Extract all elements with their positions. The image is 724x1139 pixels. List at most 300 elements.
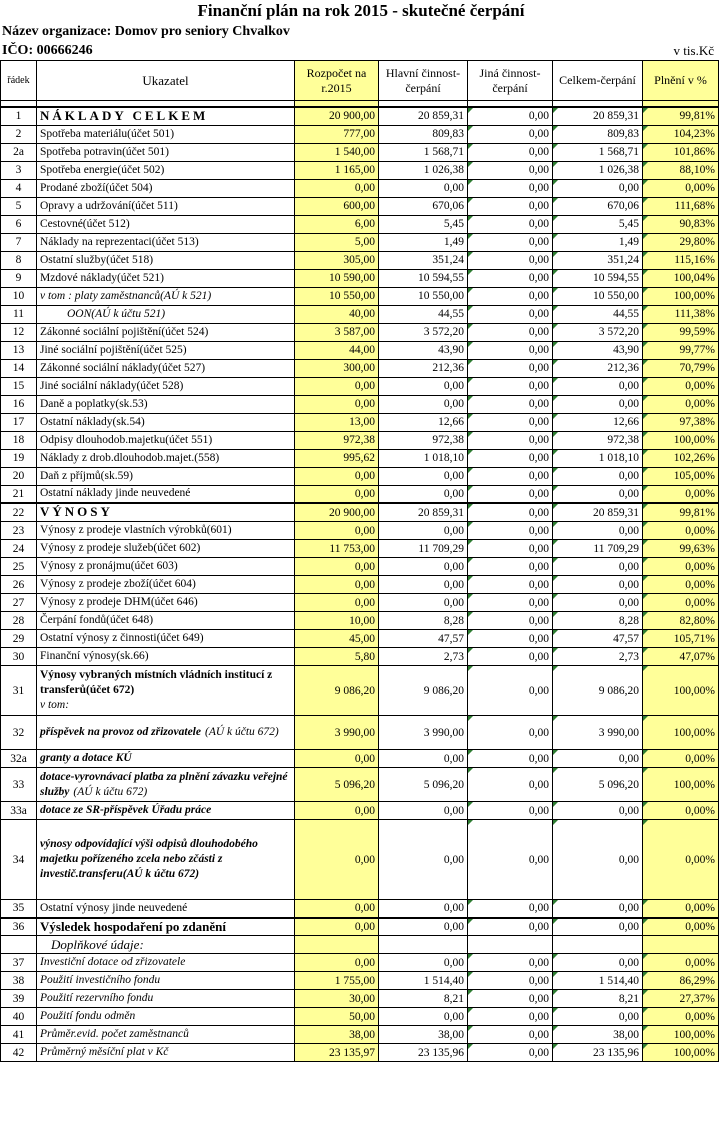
cell-jina: 0,00	[468, 251, 553, 269]
row-number: 35	[1, 900, 37, 918]
row-label	[37, 413, 295, 431]
cell-celkem: 0,00	[553, 485, 643, 503]
row-label	[37, 630, 295, 648]
row-label-text: Odpisy dlouhodob.majetku(účet 551)	[40, 433, 213, 446]
cell-plneni: 111,68%	[643, 197, 719, 215]
cell-plneni: 0,00%	[643, 918, 719, 936]
row-number: 34	[1, 820, 37, 900]
table-row	[1, 522, 719, 540]
row-label-text: Jiné sociální náklady(účet 528)	[40, 379, 184, 392]
row-label-text: Zákonné sociální pojištění(účet 524)	[40, 325, 209, 338]
table-row	[1, 179, 719, 197]
cell-plneni: 100,00%	[643, 431, 719, 449]
row-label-text: Výnosy z prodeje zboží(účet 604)	[40, 578, 196, 590]
cell-hlavni: 0,00	[379, 179, 468, 197]
cell-plneni: 100,00%	[643, 666, 719, 716]
cell-jina: 0,00	[468, 215, 553, 233]
cell-jina: 0,00	[468, 716, 553, 750]
row-number: 6	[1, 215, 37, 233]
table-row	[1, 1044, 719, 1062]
row-label	[37, 341, 295, 359]
row-label-text: granty a dotace KÚ	[40, 752, 132, 764]
row-label	[37, 269, 295, 287]
cell-jina: 0,00	[468, 503, 553, 522]
cell-jina: 0,00	[468, 594, 553, 612]
row-label-text: Výnosy z pronájmu(účet 603)	[40, 560, 178, 572]
cell-jina: 0,00	[468, 1008, 553, 1026]
cell-plneni: 100,00%	[643, 287, 719, 305]
cell-celkem: 2,73	[553, 648, 643, 666]
cell-celkem: 809,83	[553, 125, 643, 143]
row-label-text: v tom : platy zaměstnanců(AÚ k 521)	[40, 289, 212, 302]
row-number: 19	[1, 449, 37, 467]
row-label	[37, 648, 295, 666]
cell-rozpocet: 5 096,20	[295, 768, 379, 802]
header-ukazatel: Ukazatel	[37, 61, 295, 101]
row-label-text: Ostatní výnosy z činnosti(účet 649)	[40, 632, 204, 644]
table-row	[1, 716, 719, 750]
row-label-text: Ostatní náklady jinde neuvedené	[40, 487, 191, 500]
row-label	[37, 233, 295, 251]
cell-plneni: 99,77%	[643, 341, 719, 359]
cell-celkem: 0,00	[553, 820, 643, 900]
table-row	[1, 666, 719, 716]
cell-celkem: 23 135,96	[553, 1044, 643, 1062]
row-label-text: Náklady z drob.dlouhodob.majet.(558)	[40, 451, 220, 464]
row-label-text: Ostatní náklady(sk.54)	[40, 415, 145, 428]
row-label	[37, 666, 295, 716]
table-row	[1, 467, 719, 485]
row-label-text: Finanční výnosy(sk.66)	[40, 650, 149, 662]
row-label	[37, 612, 295, 630]
cell-jina: 0,00	[468, 972, 553, 990]
cell-rozpocet: 10 550,00	[295, 287, 379, 305]
cell-plneni: 0,00%	[643, 522, 719, 540]
cell-plneni: 100,00%	[643, 716, 719, 750]
cell-celkem: 1 026,38	[553, 161, 643, 179]
cell-rozpocet: 0,00	[295, 179, 379, 197]
header-plneni: Plnění v %	[643, 61, 719, 101]
cell-hlavni: 0,00	[379, 1008, 468, 1026]
cell-jina: 0,00	[468, 768, 553, 802]
cell-plneni: 0,00%	[643, 900, 719, 918]
cell-jina	[468, 936, 553, 954]
cell-hlavni: 12,66	[379, 413, 468, 431]
table-row	[1, 323, 719, 341]
cell-rozpocet: 0,00	[295, 467, 379, 485]
row-label-text: VÝNOSY	[40, 504, 113, 519]
row-number: 27	[1, 594, 37, 612]
cell-plneni: 99,81%	[643, 107, 719, 126]
row-number: 18	[1, 431, 37, 449]
cell-hlavni: 0,00	[379, 750, 468, 768]
row-number: 4	[1, 179, 37, 197]
cell-plneni: 100,00%	[643, 768, 719, 802]
cell-jina: 0,00	[468, 467, 553, 485]
row-label-text: Průměrný měsíční plat v Kč	[40, 1046, 169, 1058]
cell-hlavni: 10 594,55	[379, 269, 468, 287]
cell-plneni: 111,38%	[643, 305, 719, 323]
row-label	[37, 377, 295, 395]
cell-celkem: 8,28	[553, 612, 643, 630]
cell-rozpocet: 3 587,00	[295, 323, 379, 341]
cell-jina: 0,00	[468, 648, 553, 666]
cell-plneni: 88,10%	[643, 161, 719, 179]
row-number: 20	[1, 467, 37, 485]
cell-plneni: 100,04%	[643, 269, 719, 287]
row-label-text: Mzdové náklady(účet 521)	[40, 271, 164, 284]
row-number: 2	[1, 125, 37, 143]
cell-celkem: 1 018,10	[553, 449, 643, 467]
cell-hlavni: 11 709,29	[379, 540, 468, 558]
cell-jina: 0,00	[468, 197, 553, 215]
cell-jina: 0,00	[468, 612, 553, 630]
row-label-note: (AÚ k účtu 672)	[204, 726, 279, 738]
row-label-note: (AÚ k účtu 672)	[73, 785, 148, 798]
row-label	[37, 802, 295, 820]
cell-rozpocet: 0,00	[295, 802, 379, 820]
row-label-text: Prodané zboží(účet 504)	[40, 181, 153, 194]
cell-hlavni: 0,00	[379, 576, 468, 594]
cell-celkem: 0,00	[553, 377, 643, 395]
cell-plneni: 0,00%	[643, 485, 719, 503]
cell-jina: 0,00	[468, 341, 553, 359]
row-label	[37, 467, 295, 485]
table-row	[1, 576, 719, 594]
cell-hlavni: 3 990,00	[379, 716, 468, 750]
cell-celkem: 0,00	[553, 750, 643, 768]
cell-celkem: 0,00	[553, 918, 643, 936]
cell-plneni: 0,00%	[643, 802, 719, 820]
row-number: 31	[1, 666, 37, 716]
cell-rozpocet: 600,00	[295, 197, 379, 215]
cell-rozpocet: 0,00	[295, 558, 379, 576]
cell-plneni: 0,00%	[643, 820, 719, 900]
row-label	[37, 716, 295, 750]
row-label	[37, 954, 295, 972]
row-label	[37, 431, 295, 449]
cell-rozpocet: 300,00	[295, 359, 379, 377]
row-label	[37, 936, 295, 954]
header-rozpocet: Rozpočet na r.2015	[295, 61, 379, 101]
cell-rozpocet: 23 135,97	[295, 1044, 379, 1062]
row-label-text: dotace-vyrovnávací platba za plnění závazku veřejné služby	[40, 770, 288, 798]
row-label	[37, 125, 295, 143]
cell-rozpocet: 0,00	[295, 750, 379, 768]
cell-hlavni: 8,28	[379, 612, 468, 630]
cell-plneni: 0,00%	[643, 594, 719, 612]
cell-celkem: 0,00	[553, 395, 643, 413]
cell-hlavni: 0,00	[379, 467, 468, 485]
table-row	[1, 1026, 719, 1044]
cell-rozpocet: 38,00	[295, 1026, 379, 1044]
cell-hlavni: 0,00	[379, 918, 468, 936]
cell-rozpocet: 1 755,00	[295, 972, 379, 990]
cell-hlavni: 0,00	[379, 485, 468, 503]
cell-celkem: 0,00	[553, 954, 643, 972]
row-number: 15	[1, 377, 37, 395]
cell-hlavni: 1 568,71	[379, 143, 468, 161]
cell-celkem: 8,21	[553, 990, 643, 1008]
row-number: 11	[1, 305, 37, 323]
cell-rozpocet: 0,00	[295, 594, 379, 612]
cell-plneni: 105,00%	[643, 467, 719, 485]
row-label-text: příspěvek na provoz od zřizovatele	[40, 726, 201, 738]
row-label-text: OON(AÚ k účtu 521)	[67, 307, 166, 320]
row-number: 36	[1, 918, 37, 936]
cell-rozpocet: 0,00	[295, 522, 379, 540]
row-label	[37, 395, 295, 413]
table-row	[1, 990, 719, 1008]
row-number: 29	[1, 630, 37, 648]
row-label	[37, 750, 295, 768]
cell-plneni: 27,37%	[643, 990, 719, 1008]
cell-celkem: 0,00	[553, 179, 643, 197]
cell-hlavni: 2,73	[379, 648, 468, 666]
table-row	[1, 503, 719, 522]
row-label	[37, 990, 295, 1008]
cell-plneni: 0,00%	[643, 558, 719, 576]
cell-jina: 0,00	[468, 522, 553, 540]
row-number: 10	[1, 287, 37, 305]
row-label-text: Čerpání fondů(účet 648)	[40, 614, 154, 626]
cell-rozpocet: 10 590,00	[295, 269, 379, 287]
row-label-text: Daň z příjmů(sk.59)	[40, 469, 133, 482]
cell-rozpocet: 0,00	[295, 485, 379, 503]
cell-hlavni: 5 096,20	[379, 768, 468, 802]
cell-plneni: 115,16%	[643, 251, 719, 269]
cell-rozpocet: 9 086,20	[295, 666, 379, 716]
cell-jina: 0,00	[468, 377, 553, 395]
cell-jina: 0,00	[468, 918, 553, 936]
row-label	[37, 215, 295, 233]
table-row	[1, 612, 719, 630]
table-row	[1, 972, 719, 990]
cell-celkem: 1 568,71	[553, 143, 643, 161]
row-number	[1, 936, 37, 954]
cell-hlavni: 0,00	[379, 900, 468, 918]
page-title: Finanční plán na rok 2015 - skutečné čerpání	[197, 1, 525, 20]
organization-name: Název organizace: Domov pro seniory Chvalkov	[2, 24, 290, 39]
table-row	[1, 395, 719, 413]
row-label	[37, 251, 295, 269]
row-label	[37, 161, 295, 179]
cell-rozpocet: 5,00	[295, 233, 379, 251]
row-label-text: Daně a poplatky(sk.53)	[40, 397, 148, 410]
row-number: 14	[1, 359, 37, 377]
cell-hlavni: 972,38	[379, 431, 468, 449]
table-row	[1, 936, 719, 954]
row-label	[37, 287, 295, 305]
row-number: 2a	[1, 143, 37, 161]
row-label-text: Výsledek hospodaření po zdanění	[40, 919, 227, 935]
cell-hlavni: 1 026,38	[379, 161, 468, 179]
row-label	[37, 1044, 295, 1062]
cell-jina: 0,00	[468, 802, 553, 820]
row-label-text: Cestovné(účet 512)	[40, 217, 130, 230]
table-row	[1, 750, 719, 768]
row-label-text: Náklady na reprezentaci(účet 513)	[40, 235, 199, 248]
row-label-text: Výnosy z prodeje služeb(účet 602)	[40, 542, 201, 554]
cell-plneni	[643, 936, 719, 954]
cell-celkem: 5 096,20	[553, 768, 643, 802]
row-number: 17	[1, 413, 37, 431]
row-label-text: Opravy a udržování(účet 511)	[40, 199, 178, 212]
table-row	[1, 648, 719, 666]
row-label	[37, 359, 295, 377]
table-row	[1, 900, 719, 918]
cell-celkem: 20 859,31	[553, 107, 643, 126]
cell-plneni: 104,23%	[643, 125, 719, 143]
cell-plneni: 100,00%	[643, 1044, 719, 1062]
table-row	[1, 630, 719, 648]
row-label	[37, 918, 295, 936]
cell-jina: 0,00	[468, 269, 553, 287]
cell-plneni: 99,63%	[643, 540, 719, 558]
table-row	[1, 161, 719, 179]
cell-hlavni: 3 572,20	[379, 323, 468, 341]
cell-rozpocet: 10,00	[295, 612, 379, 630]
row-number: 9	[1, 269, 37, 287]
table-row	[1, 802, 719, 820]
header-radek: řádek	[1, 61, 37, 101]
row-label-text: Spotřeba potravin(účet 501)	[40, 145, 170, 158]
table-row	[1, 1008, 719, 1026]
cell-jina: 0,00	[468, 558, 553, 576]
row-label-text: Doplňkové údaje:	[51, 937, 144, 952]
cell-jina: 0,00	[468, 323, 553, 341]
row-label	[37, 1026, 295, 1044]
cell-celkem: 43,90	[553, 341, 643, 359]
header-jina: Jiná činnost-čerpání	[468, 61, 553, 101]
cell-plneni: 0,00%	[643, 954, 719, 972]
row-label-text: dotace ze SR-příspěvek Úřadu práce	[40, 804, 212, 816]
cell-celkem: 12,66	[553, 413, 643, 431]
cell-celkem: 0,00	[553, 576, 643, 594]
cell-hlavni: 1 018,10	[379, 449, 468, 467]
cell-jina: 0,00	[468, 990, 553, 1008]
table-row	[1, 233, 719, 251]
cell-hlavni: 0,00	[379, 802, 468, 820]
table-row	[1, 918, 719, 936]
cell-plneni: 97,38%	[643, 413, 719, 431]
row-number: 33a	[1, 802, 37, 820]
row-number: 16	[1, 395, 37, 413]
cell-hlavni: 212,36	[379, 359, 468, 377]
cell-jina: 0,00	[468, 576, 553, 594]
cell-plneni: 99,59%	[643, 323, 719, 341]
cell-jina: 0,00	[468, 900, 553, 918]
row-label-text: Spotřeba materiálu(účet 501)	[40, 127, 175, 140]
cell-jina: 0,00	[468, 359, 553, 377]
header-celkem: Celkem-čerpání	[553, 61, 643, 101]
cell-plneni: 0,00%	[643, 1008, 719, 1026]
row-number: 25	[1, 558, 37, 576]
cell-celkem: 3 990,00	[553, 716, 643, 750]
cell-celkem: 5,45	[553, 215, 643, 233]
row-number: 28	[1, 612, 37, 630]
table-row	[1, 107, 719, 126]
cell-hlavni: 43,90	[379, 341, 468, 359]
cell-hlavni: 38,00	[379, 1026, 468, 1044]
cell-jina: 0,00	[468, 287, 553, 305]
cell-hlavni: 0,00	[379, 820, 468, 900]
cell-celkem: 11 709,29	[553, 540, 643, 558]
row-label	[37, 323, 295, 341]
cell-rozpocet: 1 165,00	[295, 161, 379, 179]
cell-hlavni: 670,06	[379, 197, 468, 215]
cell-plneni: 100,00%	[643, 1026, 719, 1044]
row-number: 33	[1, 768, 37, 802]
ico-line	[0, 41, 722, 60]
cell-hlavni: 20 859,31	[379, 107, 468, 126]
row-label	[37, 305, 295, 323]
cell-rozpocet: 0,00	[295, 377, 379, 395]
row-label-text: Investiční dotace od zřizovatele	[40, 956, 186, 968]
row-number: 1	[1, 107, 37, 126]
cell-rozpocet: 11 753,00	[295, 540, 379, 558]
cell-celkem: 1,49	[553, 233, 643, 251]
row-label	[37, 972, 295, 990]
cell-rozpocet: 972,38	[295, 431, 379, 449]
cell-plneni: 0,00%	[643, 750, 719, 768]
cell-celkem: 38,00	[553, 1026, 643, 1044]
cell-plneni: 0,00%	[643, 179, 719, 197]
row-number: 38	[1, 972, 37, 990]
cell-jina: 0,00	[468, 305, 553, 323]
cell-hlavni: 0,00	[379, 558, 468, 576]
cell-rozpocet: 40,00	[295, 305, 379, 323]
table-row	[1, 485, 719, 503]
table-row	[1, 341, 719, 359]
cell-rozpocet: 0,00	[295, 918, 379, 936]
finance-table	[0, 60, 719, 1062]
cell-rozpocet: 45,00	[295, 630, 379, 648]
cell-celkem: 212,36	[553, 359, 643, 377]
cell-celkem: 0,00	[553, 802, 643, 820]
row-label-text: Použití investičního fondu	[40, 974, 161, 986]
row-label-text: Výnosy z prodeje vlastních výrobků(601)	[40, 524, 232, 536]
cell-plneni: 0,00%	[643, 377, 719, 395]
cell-hlavni: 47,57	[379, 630, 468, 648]
row-label	[37, 558, 295, 576]
row-number: 13	[1, 341, 37, 359]
table-row	[1, 954, 719, 972]
cell-celkem: 44,55	[553, 305, 643, 323]
row-number: 37	[1, 954, 37, 972]
cell-jina: 0,00	[468, 750, 553, 768]
row-number: 12	[1, 323, 37, 341]
table-row	[1, 197, 719, 215]
row-label-text: výnosy odpovídající výši odpisů dlouhodobého majetku pořízeného zcela nebo zčásti z investič.transferu(AÚ k účtu 672)	[40, 838, 258, 880]
cell-celkem: 0,00	[553, 558, 643, 576]
cell-jina: 0,00	[468, 233, 553, 251]
cell-jina: 0,00	[468, 630, 553, 648]
cell-rozpocet: 0,00	[295, 576, 379, 594]
cell-celkem: 20 859,31	[553, 503, 643, 522]
ico-number: IČO: 00666246	[2, 43, 93, 58]
cell-plneni: 0,00%	[643, 395, 719, 413]
cell-hlavni: 9 086,20	[379, 666, 468, 716]
table-row	[1, 413, 719, 431]
cell-celkem: 10 594,55	[553, 269, 643, 287]
cell-celkem: 9 086,20	[553, 666, 643, 716]
table-row	[1, 215, 719, 233]
table-row	[1, 449, 719, 467]
cell-celkem: 670,06	[553, 197, 643, 215]
cell-jina: 0,00	[468, 143, 553, 161]
row-number: 26	[1, 576, 37, 594]
